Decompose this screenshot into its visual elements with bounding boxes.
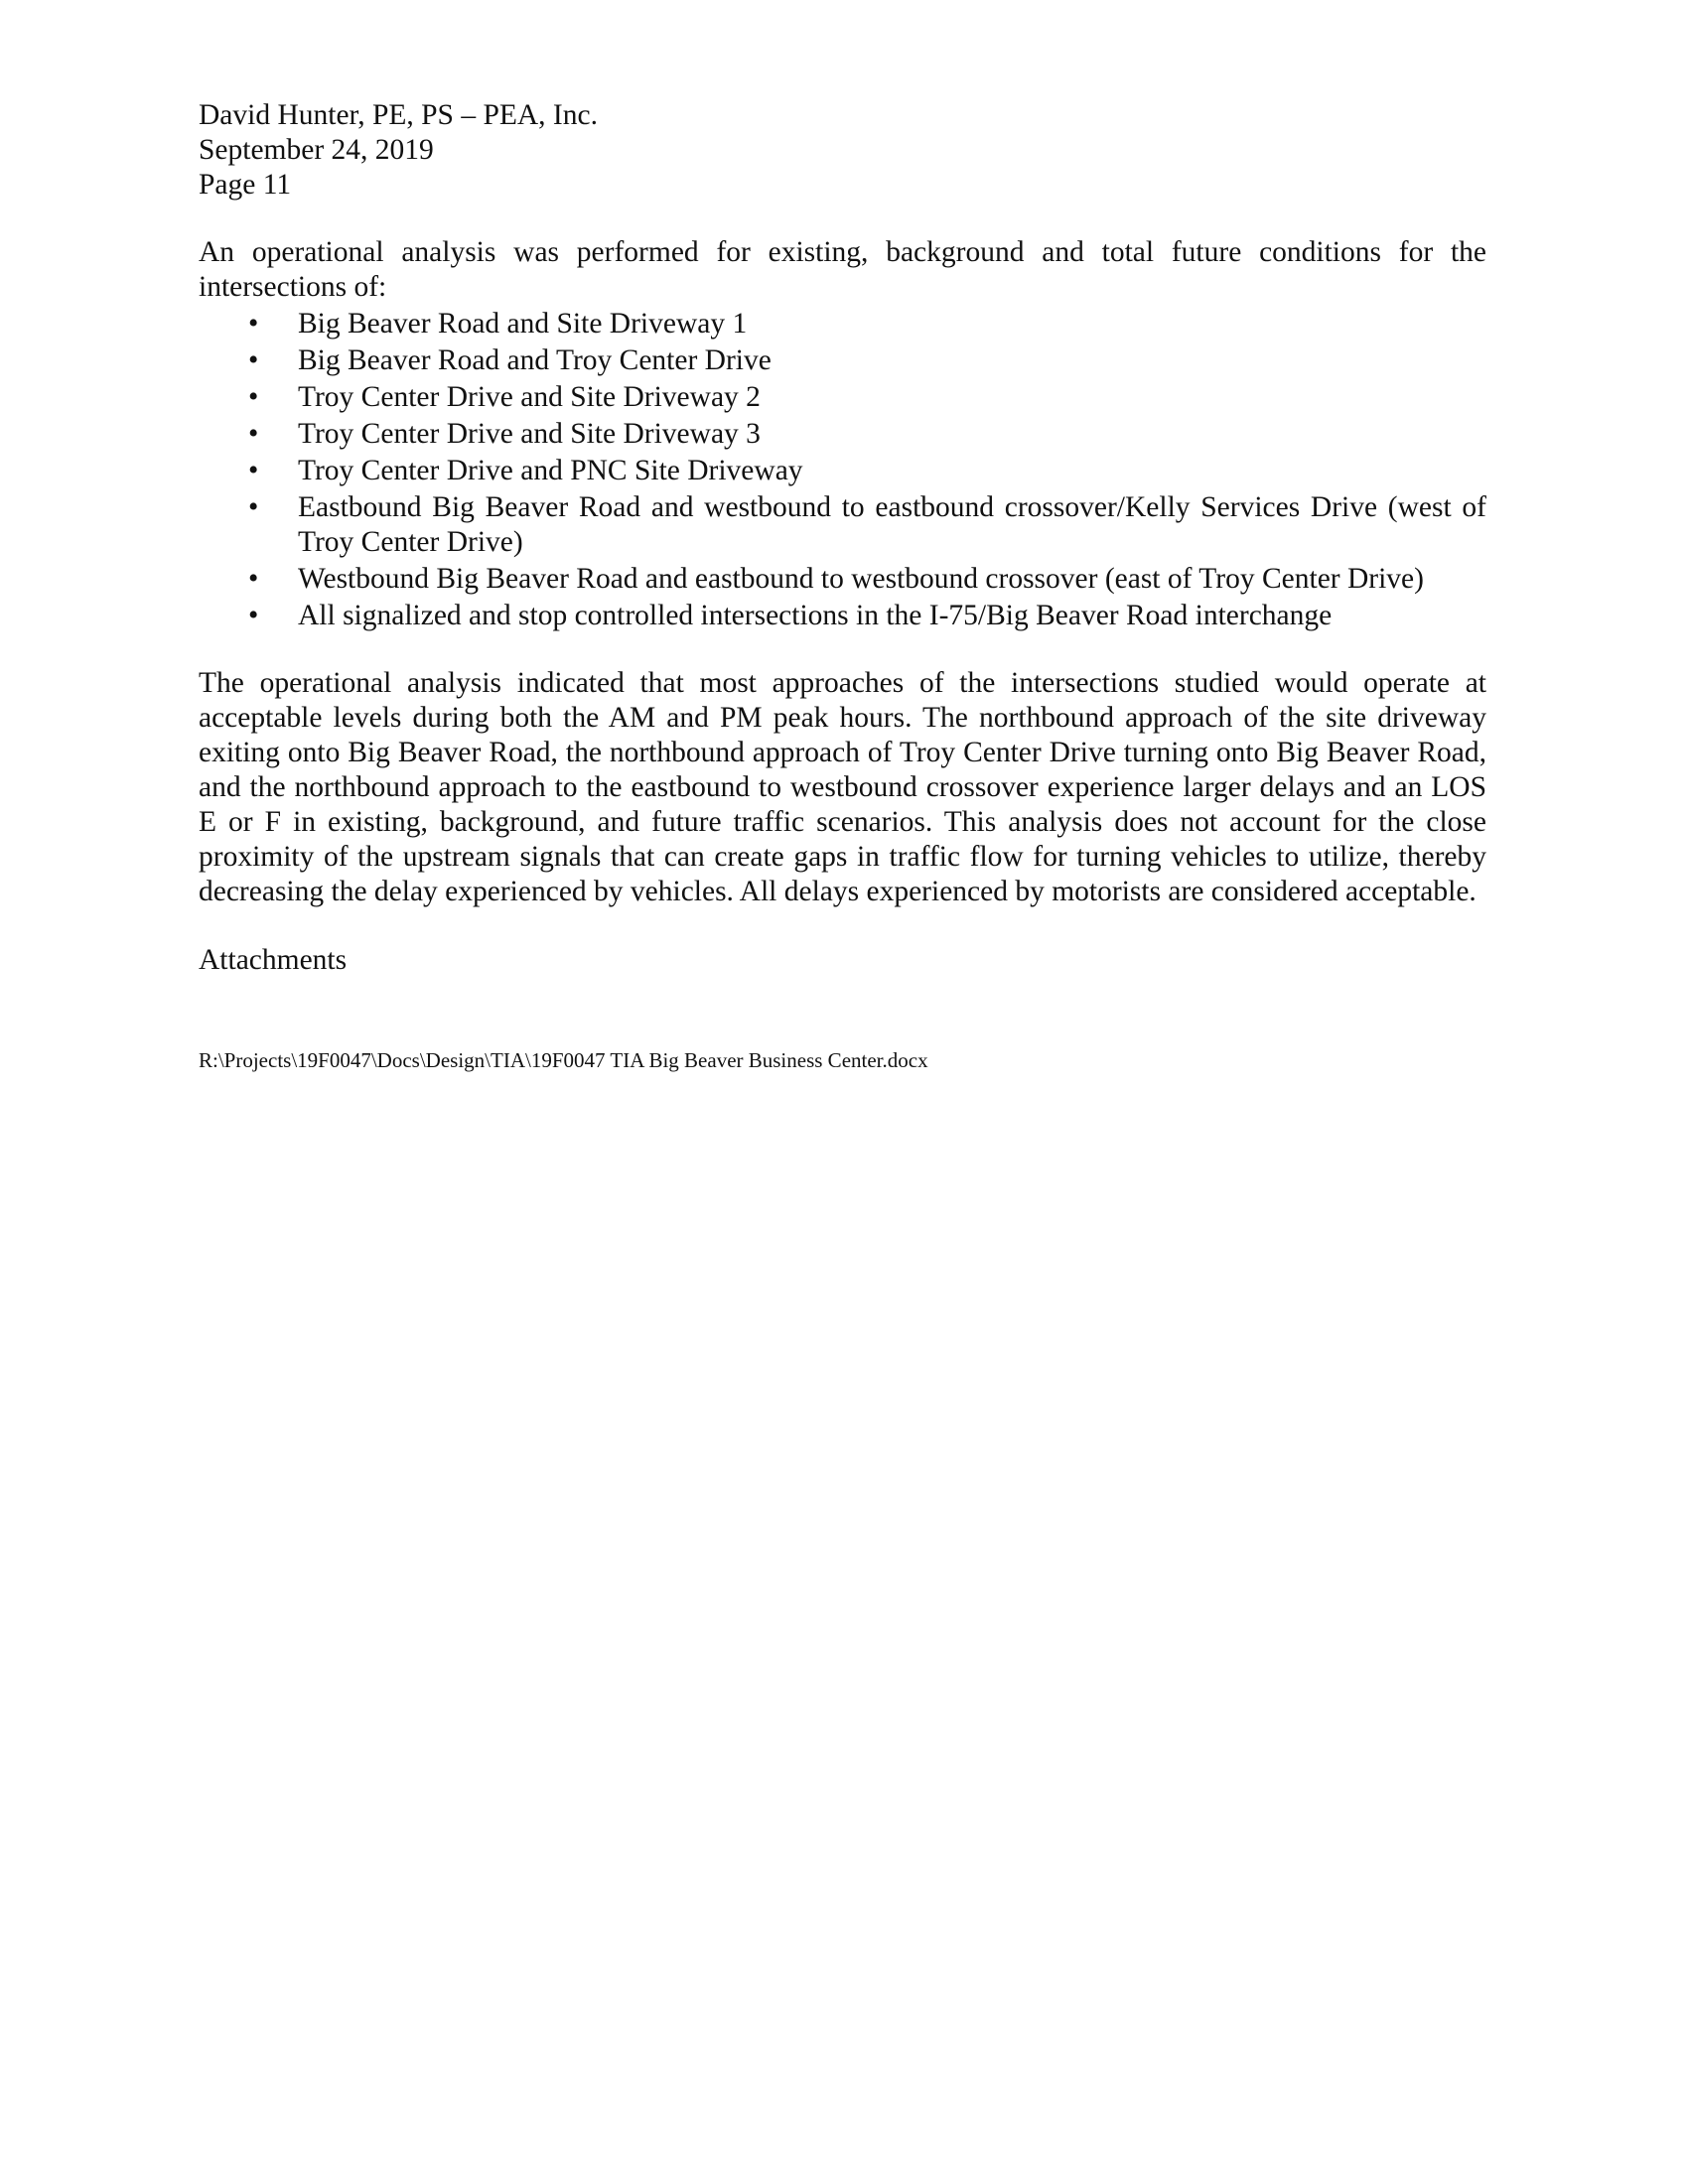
list-item (199, 380, 1486, 415)
document-page (199, 98, 1486, 1073)
list-item-text: Big Beaver Road and Troy Center Drive (298, 344, 772, 376)
list-item (199, 343, 1486, 378)
bullet-icon: • (248, 418, 259, 450)
list-item-text: Big Beaver Road and Site Driveway 1 (298, 308, 748, 340)
list-item (199, 599, 1486, 633)
file-path-footer: R:\Projects\19F0047\Docs\Design\TIA\19F0047 TIA Big Beaver Business Center.docx (199, 1048, 928, 1072)
list-item (199, 490, 1486, 560)
analysis-paragraph: The operational analysis indicated that most approaches of the intersections studied would operate at acceptable levels during both the AM and PM peak hours. The northbound approach of the site driveway exiting onto Big Beaver Road, the northbound approach of Troy Center Drive turning onto Big Beaver Road, and the northbound approach to the eastbound to westbound crossover experience larger delays and an LOS E or F in existing, background, and future traffic scenarios. This analysis does not account for the close proximity of the upstream signals that can create gaps in traffic flow for turning vehicles to utilize, thereby decreasing the delay experienced by vehicles. All delays experienced by motorists are considered acceptable. (199, 667, 1486, 907)
list-item (199, 307, 1486, 341)
list-item-text: Troy Center Drive and PNC Site Driveway (298, 455, 803, 486)
header-date: September 24, 2019 (199, 134, 434, 166)
bullet-icon: • (248, 308, 259, 340)
list-item (199, 562, 1486, 597)
intersection-list (199, 307, 1486, 633)
list-item-text: Westbound Big Beaver Road and eastbound to westbound crossover (east of Troy Center Drive) (298, 563, 1424, 595)
list-item-text: Eastbound Big Beaver Road and westbound to eastbound crossover/Kelly Services Drive (west of Troy Center Drive) (298, 491, 1486, 558)
intro-paragraph: An operational analysis was performed for existing, background and total future conditions for the intersections of: (199, 236, 1486, 303)
bullet-icon: • (248, 455, 259, 486)
list-item (199, 454, 1486, 488)
header-page-number: Page 11 (199, 169, 292, 201)
bullet-icon: • (248, 344, 259, 376)
bullet-icon: • (248, 600, 259, 631)
attachments-heading: Attachments (199, 944, 348, 976)
list-item-text: Troy Center Drive and Site Driveway 2 (298, 381, 761, 413)
list-item (199, 417, 1486, 452)
bullet-icon: • (248, 563, 259, 595)
list-item-text: Troy Center Drive and Site Driveway 3 (298, 418, 761, 450)
bullet-icon: • (248, 491, 259, 523)
header-author: David Hunter, PE, PS – PEA, Inc. (199, 99, 598, 131)
list-item-text: All signalized and stop controlled intersections in the I-75/Big Beaver Road interchange (298, 600, 1333, 631)
bullet-icon: • (248, 381, 259, 413)
